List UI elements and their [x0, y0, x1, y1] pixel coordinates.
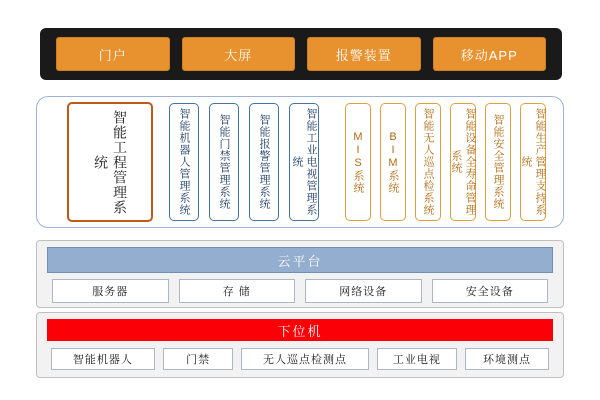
- system-card-label: 智能门禁管理系统: [218, 114, 230, 210]
- application-layer: [36, 96, 564, 228]
- presentation-item-label: 报警装置: [335, 47, 392, 63]
- system-card-unmanned-inspection[interactable]: [415, 103, 441, 221]
- system-card-alarm-management[interactable]: [249, 103, 279, 221]
- device-item-label: 智能机器人: [72, 354, 133, 366]
- system-card-access-control[interactable]: [209, 103, 239, 221]
- system-card-robot-management[interactable]: [169, 103, 199, 221]
- system-card-safety-management[interactable]: [485, 103, 511, 221]
- device-layer-title: [47, 319, 553, 341]
- system-card-industrial-tv[interactable]: [289, 103, 319, 221]
- system-card-label: 智能生产管理支持系统: [520, 108, 546, 216]
- device-item-label: 门禁: [186, 354, 211, 366]
- system-card-label: 智能设备全寿命管理系统: [450, 108, 476, 216]
- device-item-label: 工业电视: [392, 354, 441, 366]
- device-item-access-control[interactable]: [163, 348, 234, 370]
- presentation-item-portal[interactable]: [56, 37, 170, 71]
- device-layer-items: [47, 348, 553, 370]
- system-card-main[interactable]: [67, 102, 153, 222]
- presentation-item-label: 门户: [98, 47, 127, 63]
- platform-item-label: 安全设备: [465, 286, 514, 298]
- system-card-label: 智能机器人管理系统: [178, 108, 190, 216]
- device-item-robot[interactable]: [51, 348, 155, 370]
- platform-item-storage[interactable]: [179, 279, 296, 303]
- platform-layer: [36, 240, 564, 308]
- platform-layer-items: [47, 279, 553, 303]
- system-card-label: BIM系统: [387, 130, 399, 194]
- system-card-label: 智能工业电视管理系统: [291, 108, 317, 216]
- system-card-mis[interactable]: [345, 103, 371, 221]
- system-card-label: MIS系统: [352, 130, 364, 194]
- platform-item-security-device[interactable]: [432, 279, 549, 303]
- system-card-label: 智能无人巡点检系统: [422, 108, 434, 216]
- system-card-bim[interactable]: [380, 103, 406, 221]
- system-card-label: 智能报警管理系统: [258, 114, 270, 210]
- device-item-label: 无人巡点检测点: [262, 354, 347, 366]
- platform-item-network-device[interactable]: [305, 279, 422, 303]
- platform-item-server[interactable]: [52, 279, 169, 303]
- platform-layer-title-label: 云平台: [277, 253, 323, 269]
- platform-item-label: 存 储: [222, 286, 251, 298]
- device-item-label: 环境测点: [483, 354, 532, 366]
- system-card-production-support[interactable]: [520, 103, 546, 221]
- device-item-industrial-tv[interactable]: [377, 348, 458, 370]
- presentation-item-bigscreen[interactable]: [182, 37, 296, 71]
- device-layer-title-label: 下位机: [277, 323, 323, 339]
- platform-layer-title: [47, 247, 553, 273]
- presentation-item-label: 大屏: [224, 47, 253, 63]
- presentation-item-alarm-device[interactable]: [307, 37, 421, 71]
- device-layer: [36, 312, 564, 378]
- platform-item-label: 网络设备: [339, 286, 388, 298]
- platform-item-label: 服务器: [92, 286, 129, 298]
- presentation-item-mobile-app[interactable]: [433, 37, 547, 71]
- device-item-inspection-point[interactable]: [241, 348, 368, 370]
- presentation-layer: [40, 28, 562, 80]
- presentation-item-label: 移动APP: [460, 47, 518, 63]
- system-card-equipment-lifecycle[interactable]: [450, 103, 476, 221]
- device-item-environment-point[interactable]: [465, 348, 549, 370]
- system-card-label: 智能工程管理系统: [93, 109, 128, 215]
- system-card-label: 智能安全管理系统: [492, 114, 504, 210]
